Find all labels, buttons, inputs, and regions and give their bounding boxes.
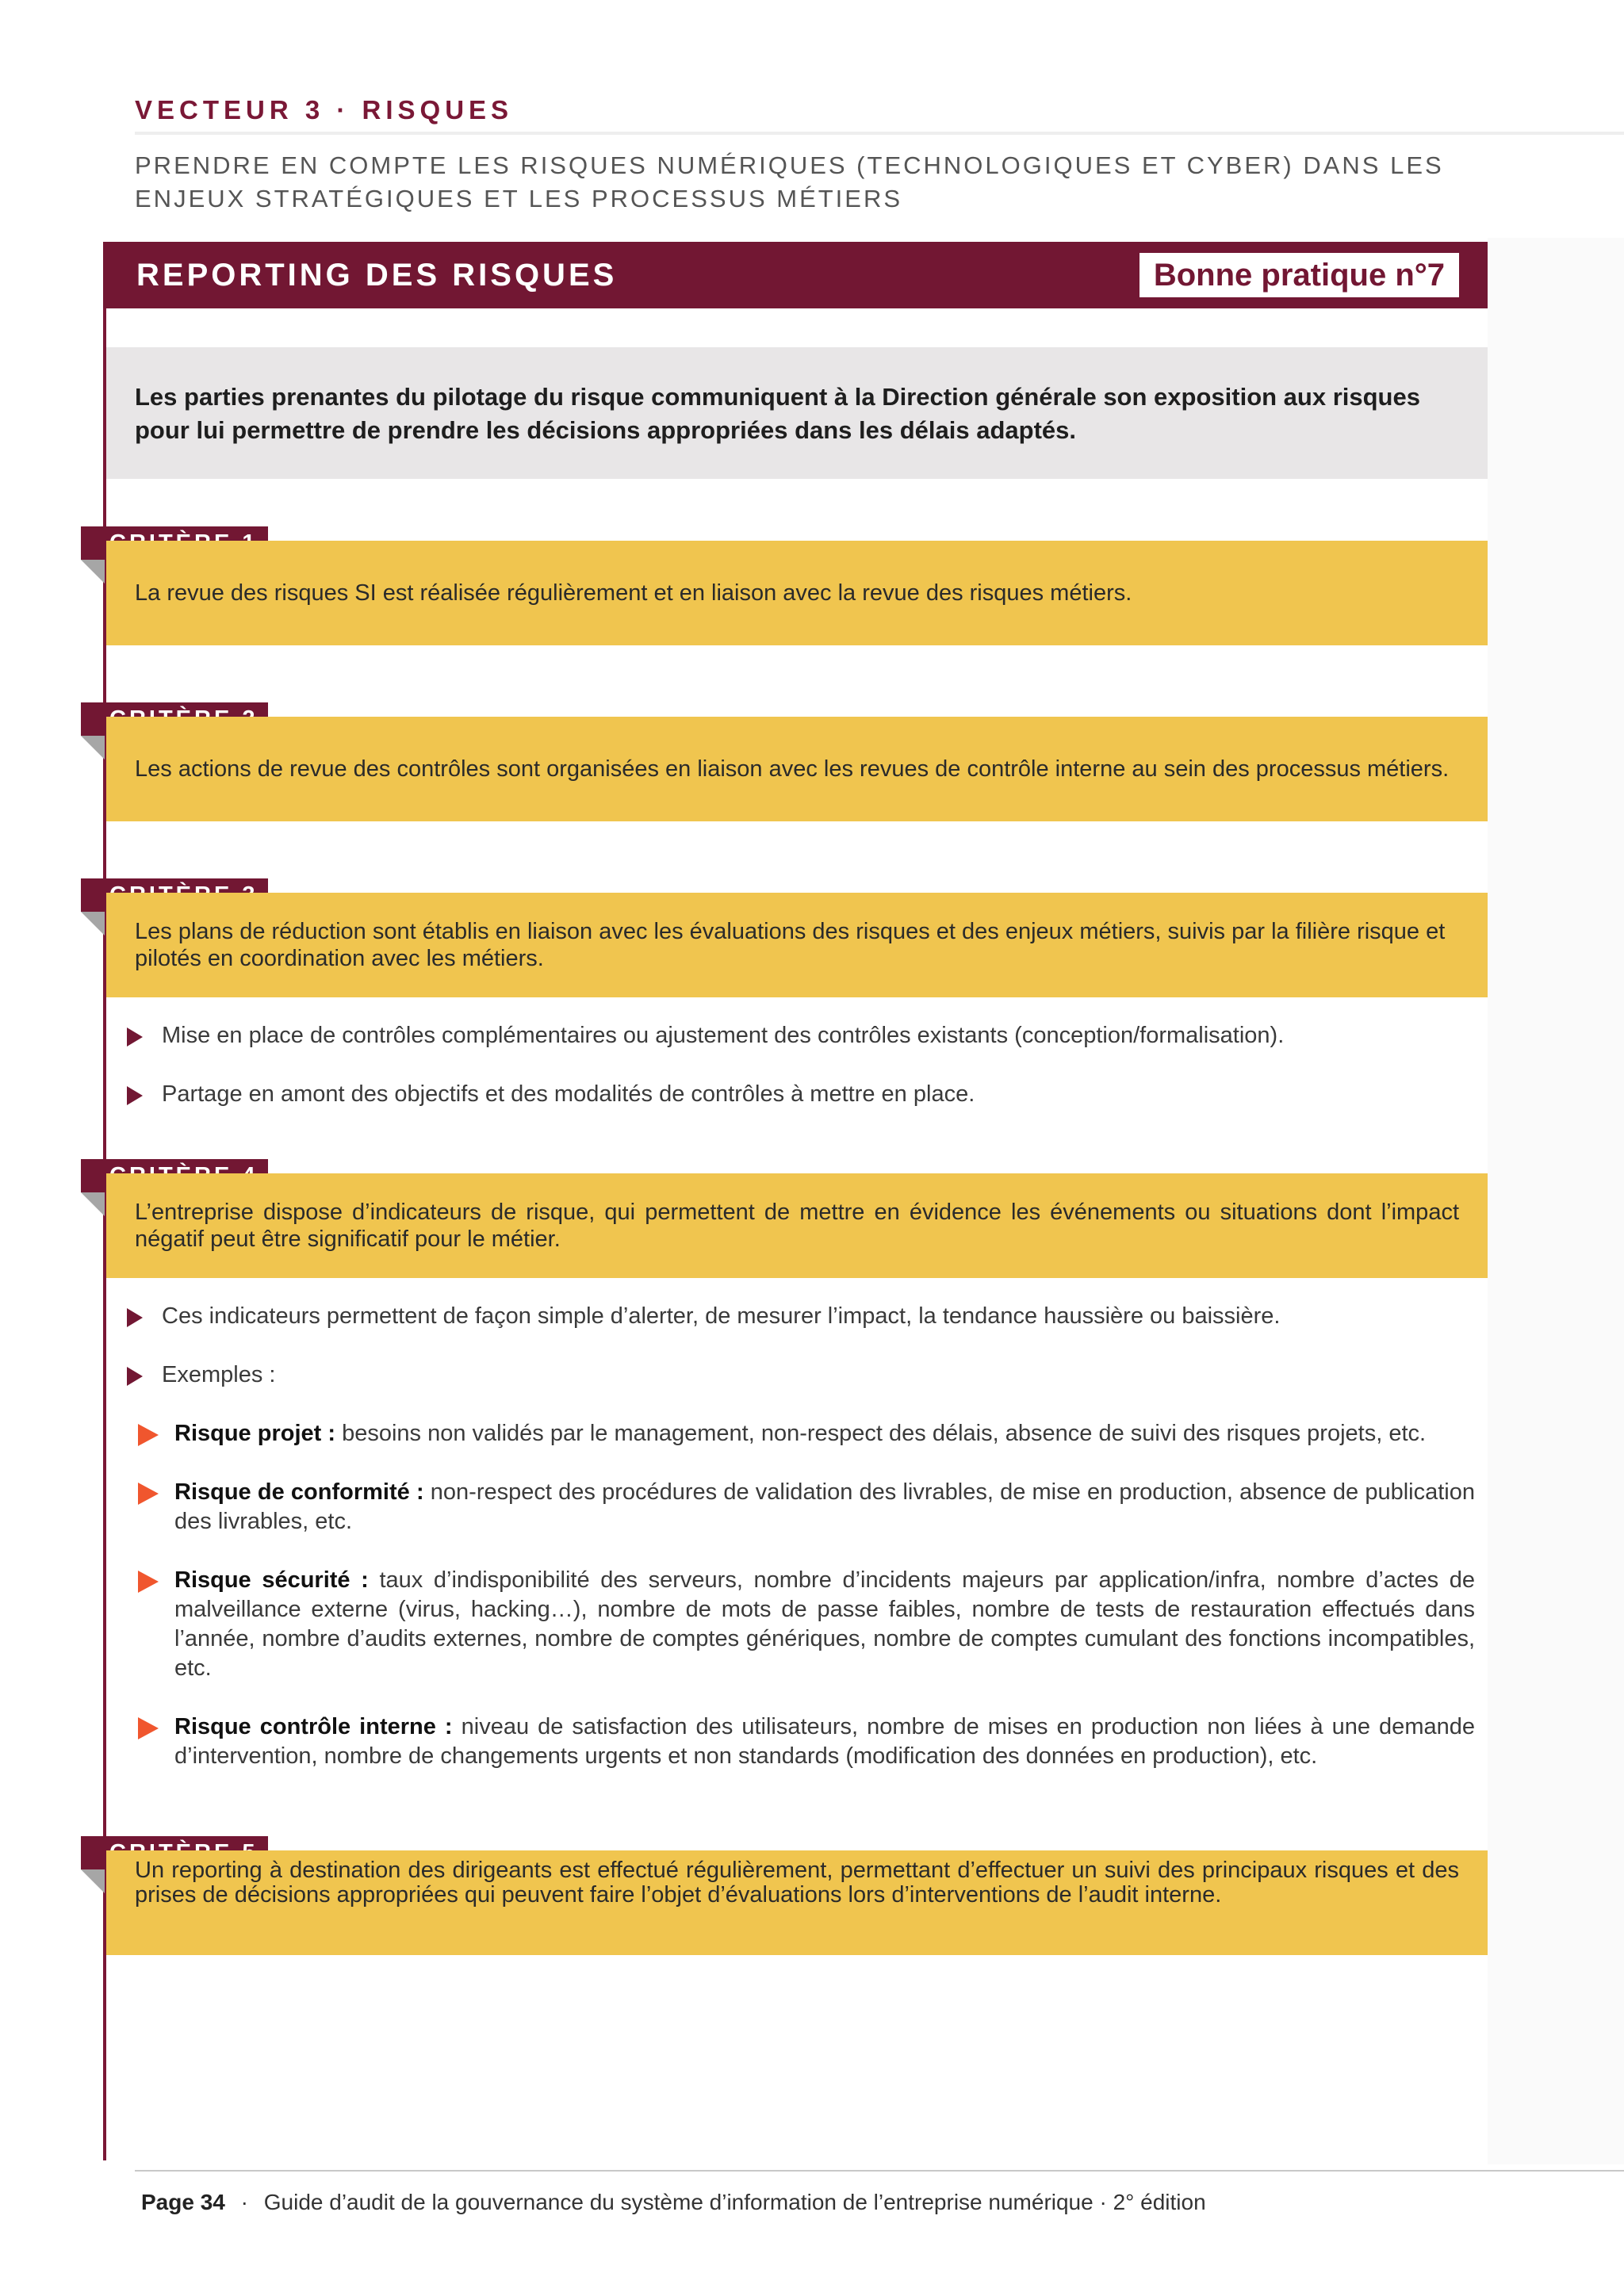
criterion-tab-fold: [81, 560, 105, 584]
criterion-tab-fold: [81, 1192, 105, 1216]
criterion-tab-fold: [81, 736, 105, 760]
criterion-4-box: [106, 1173, 1488, 1278]
document-title: Guide d’audit de la gouvernance du système d’information de l’entreprise numérique · 2° édition: [263, 2190, 1206, 2214]
criterion-3-box: [106, 893, 1488, 997]
example-item: [138, 1478, 1475, 1536]
example-item: [138, 1712, 1475, 1771]
list-item: [127, 1302, 1475, 1331]
list-item: [127, 1021, 1475, 1050]
example-arrow-icon: [138, 1424, 159, 1446]
vector-title: VECTEUR 3 · RISQUES: [135, 95, 514, 124]
criterion-5-text: Un reporting à destination des dirigeants est effectué régulièrement, permettant d’effectuer un suivi des principaux risques et des prises de décisions appropriées qui peuvent faire l’objet d’évaluations lors d’interventions de l’audit interne.: [135, 1858, 1459, 1908]
bullet-triangle-icon: [127, 1308, 143, 1327]
list-item: [127, 1080, 1475, 1109]
example-text: niveau de satisfaction des utilisateurs, nombre de mises en production non liées à une demande d’intervention, nombre de changements urgents et non standards (modification des données en production), etc.: [174, 1714, 1475, 1769]
criterion-2-box: [106, 717, 1488, 821]
footer-separator: ·: [240, 2190, 248, 2214]
example-text: taux d’indisponibilité des serveurs, nombre d’incidents majeurs par application/infra, nombre d’actes de malveillance externe (virus, hacking…), nombre de mots de passe faibles, nombre de tests de restauration effectués dans l’année, nombre d’audits externes, nombre de comptes génériques, nombre de comptes cumulant des fonctions incompatibles, etc.: [174, 1567, 1476, 1681]
criterion-1-box: [106, 541, 1488, 645]
list-item: [127, 1360, 1475, 1390]
list-item-text: Mise en place de contrôles complémentaires ou ajustement des contrôles existants (conception/formalisation).: [162, 1023, 1285, 1048]
criterion-1-text: La revue des risques SI est réalisée régulièrement et en liaison avec la revue des risques métiers.: [135, 580, 1132, 606]
criterion-2-text: Les actions de revue des contrôles sont organisées en liaison avec les revues de contrôle interne au sein des processus métiers.: [135, 756, 1450, 782]
example-arrow-icon: [138, 1483, 159, 1505]
example-text: besoins non validés par le management, non-respect des délais, absence de suivi des risques projets, etc.: [335, 1421, 1427, 1446]
example-term: Risque contrôle interne :: [174, 1714, 453, 1739]
criterion-3-text: Les plans de réduction sont établis en liaison avec les évaluations des risques et des enjeux métiers, suivis par la filière risque et pilotés en coordination avec les métiers.: [135, 919, 1446, 971]
criterion-tab-fold: [81, 912, 105, 936]
example-arrow-icon: [138, 1571, 159, 1593]
intro-statement: Les parties prenantes du pilotage du risque communiquent à la Direction générale son exposition aux risques pour lui permettre de prendre les décisions appropriées dans les délais adaptés.: [106, 347, 1488, 479]
criterion-tab-fold: [81, 1869, 105, 1893]
example-item: [138, 1419, 1475, 1448]
section-banner: [103, 242, 1488, 308]
example-arrow-icon: [138, 1717, 159, 1739]
bullet-triangle-icon: [127, 1027, 143, 1047]
page-footer: [141, 2190, 1206, 2215]
list-item-text: Partage en amont des objectifs et des modalités de contrôles à mettre en place.: [162, 1081, 975, 1107]
example-item: [138, 1566, 1475, 1683]
section-title: REPORTING DES RISQUES: [136, 258, 618, 293]
page-number: Page 34: [141, 2190, 225, 2214]
criterion-4-text: L’entreprise dispose d’indicateurs de risque, qui permettent de mettre en évidence les événements ou situations dont l’impact négatif peut être significatif pour le métier.: [135, 1200, 1459, 1252]
example-term: Risque de conformité :: [174, 1479, 424, 1505]
list-item-text: Ces indicateurs permettent de façon simple d’alerter, de mesurer l’impact, la tendance haussière ou baissière.: [162, 1303, 1281, 1329]
bullet-triangle-icon: [127, 1086, 143, 1105]
list-item-text: Exemples :: [162, 1362, 276, 1387]
vector-subtitle: PRENDRE EN COMPTE LES RISQUES NUMÉRIQUES (TECHNOLOGIQUES ET CYBER) DANS LES ENJEUX STRATÉGIQUES ET LES PROCESSUS MÉTIERS: [135, 151, 1444, 212]
good-practice-label: Bonne pratique n°7: [1139, 253, 1459, 297]
header-divider: [135, 132, 1624, 135]
footer-divider: [135, 2170, 1624, 2172]
example-term: Risque sécurité :: [174, 1567, 369, 1593]
page-side-shade: [1488, 238, 1624, 2164]
example-text: non-respect des procédures de validation des livrables, de mise en production, absence de publication des livrables, etc.: [174, 1479, 1475, 1534]
criterion-5-box: [106, 1850, 1488, 1955]
example-term: Risque projet :: [174, 1421, 336, 1446]
bullet-triangle-icon: [127, 1367, 143, 1386]
